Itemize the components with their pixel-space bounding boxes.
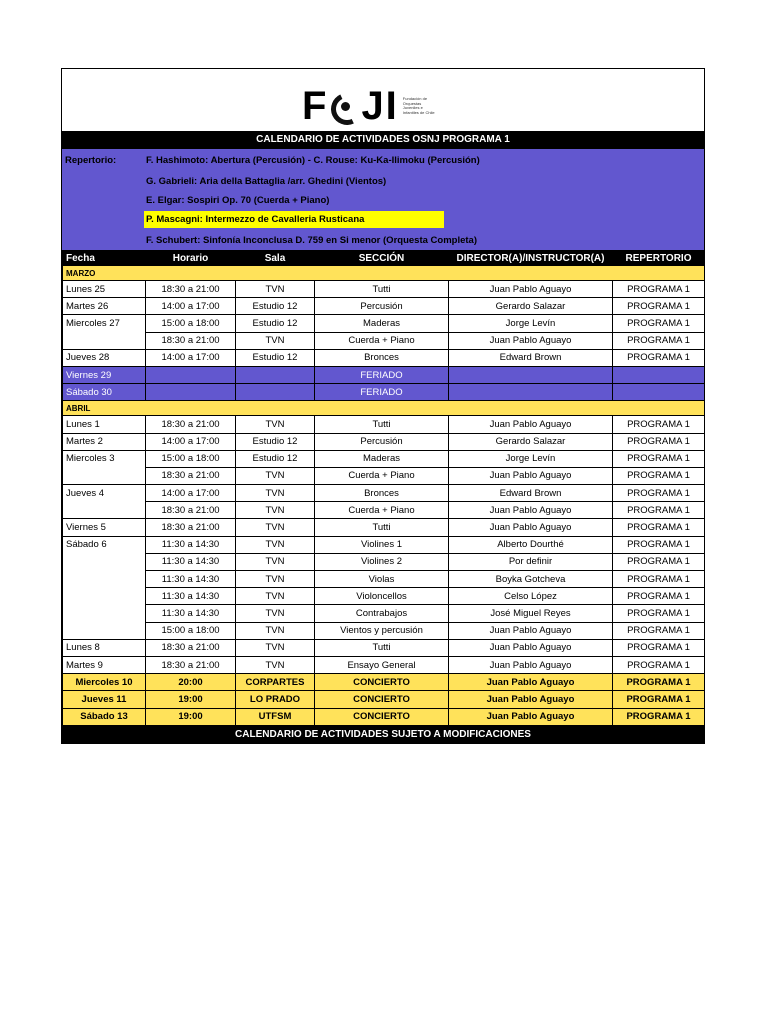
cell-fecha: Miercoles 3	[63, 450, 146, 467]
cell-director: Juan Pablo Aguayo	[449, 332, 613, 349]
cell-director: Alberto Dourthé	[449, 536, 613, 553]
cell-sala: TVN	[236, 332, 315, 349]
cell-sala: Estudio 12	[236, 450, 315, 467]
cell-director: Juan Pablo Aguayo	[449, 416, 613, 433]
cell-sala: TVN	[236, 502, 315, 519]
cell-seccion: Tutti	[315, 281, 449, 298]
cell-horario	[146, 366, 236, 383]
cell-director: Juan Pablo Aguayo	[449, 674, 613, 691]
cell-director: Edward Brown	[449, 349, 613, 366]
cell-seccion: FERIADO	[315, 366, 449, 383]
cell-director: Juan Pablo Aguayo	[449, 519, 613, 536]
cell-seccion: Percusión	[315, 298, 449, 315]
cell-sala: Estudio 12	[236, 433, 315, 450]
cell-repertorio: PROGRAMA 1	[613, 519, 705, 536]
cell-horario: 18:30 a 21:00	[146, 467, 236, 484]
cell-repertorio: PROGRAMA 1	[613, 571, 705, 588]
cell-fecha	[63, 571, 146, 588]
calendar-sheet	[61, 68, 705, 744]
cell-sala	[236, 384, 315, 401]
cell-horario: 15:00 a 18:00	[146, 450, 236, 467]
repertorio-label: Repertorio:	[65, 155, 117, 166]
cell-sala: TVN	[236, 605, 315, 622]
cell-horario: 18:30 a 21:00	[146, 416, 236, 433]
month-label: MARZO	[63, 266, 705, 281]
cell-repertorio: PROGRAMA 1	[613, 708, 705, 725]
cell-repertorio: PROGRAMA 1	[613, 553, 705, 570]
cell-horario: 18:30 a 21:00	[146, 656, 236, 673]
schedule-table	[62, 250, 705, 726]
cell-horario: 11:30 a 14:30	[146, 553, 236, 570]
table-row	[63, 571, 705, 588]
cell-fecha	[63, 553, 146, 570]
table-row	[63, 622, 705, 639]
table-row	[63, 485, 705, 502]
table-header	[63, 251, 705, 266]
cell-horario: 11:30 a 14:30	[146, 605, 236, 622]
month-row	[63, 266, 705, 281]
cell-director: Por definir	[449, 553, 613, 570]
cell-seccion: Percusión	[315, 433, 449, 450]
cell-horario: 18:30 a 21:00	[146, 332, 236, 349]
foji-logo	[302, 85, 437, 127]
cell-sala: TVN	[236, 571, 315, 588]
cell-horario: 14:00 a 17:00	[146, 349, 236, 366]
cell-repertorio: PROGRAMA 1	[613, 416, 705, 433]
cell-horario: 11:30 a 14:30	[146, 588, 236, 605]
table-row	[63, 332, 705, 349]
table-row	[63, 502, 705, 519]
cell-sala: TVN	[236, 536, 315, 553]
cell-director: Juan Pablo Aguayo	[449, 708, 613, 725]
cell-director: Juan Pablo Aguayo	[449, 622, 613, 639]
cell-repertorio	[613, 384, 705, 401]
cell-sala: LO PRADO	[236, 691, 315, 708]
cell-sala: TVN	[236, 416, 315, 433]
cell-horario: 14:00 a 17:00	[146, 433, 236, 450]
cell-director: Boyka Gotcheva	[449, 571, 613, 588]
cell-horario: 11:30 a 14:30	[146, 571, 236, 588]
logo-letters-ji: JI	[361, 84, 399, 128]
cell-fecha	[63, 467, 146, 484]
cell-fecha: Viernes 5	[63, 519, 146, 536]
cell-director: Juan Pablo Aguayo	[449, 656, 613, 673]
cell-sala: Estudio 12	[236, 298, 315, 315]
concierto-row	[63, 674, 705, 691]
cell-seccion: Violas	[315, 571, 449, 588]
cell-seccion: Cuerda + Piano	[315, 467, 449, 484]
table-row	[63, 450, 705, 467]
table-row	[63, 298, 705, 315]
cell-director: Celso López	[449, 588, 613, 605]
logo-area	[62, 69, 704, 131]
col-header-fecha: Fecha	[63, 251, 146, 266]
table-row	[63, 639, 705, 656]
cell-horario: 19:00	[146, 708, 236, 725]
month-label: ABRIL	[63, 401, 705, 416]
cell-fecha: Sábado 30	[63, 384, 146, 401]
cell-fecha: Miercoles 27	[63, 315, 146, 332]
table-row	[63, 281, 705, 298]
concierto-row	[63, 691, 705, 708]
cell-fecha	[63, 622, 146, 639]
cell-repertorio: PROGRAMA 1	[613, 656, 705, 673]
col-header-repertorio: REPERTORIO	[613, 251, 705, 266]
cell-repertorio: PROGRAMA 1	[613, 450, 705, 467]
feriado-row	[63, 366, 705, 383]
cell-sala: UTFSM	[236, 708, 315, 725]
cell-sala: TVN	[236, 588, 315, 605]
cell-sala: TVN	[236, 519, 315, 536]
cell-repertorio: PROGRAMA 1	[613, 639, 705, 656]
cell-repertorio: PROGRAMA 1	[613, 536, 705, 553]
cell-fecha: Jueves 11	[63, 691, 146, 708]
cell-director: Edward Brown	[449, 485, 613, 502]
cell-fecha: Sábado 13	[63, 708, 146, 725]
cell-fecha	[63, 332, 146, 349]
cell-seccion: CONCIERTO	[315, 708, 449, 725]
cell-horario: 19:00	[146, 691, 236, 708]
cell-seccion: Bronces	[315, 349, 449, 366]
cell-repertorio: PROGRAMA 1	[613, 332, 705, 349]
cell-seccion: CONCIERTO	[315, 674, 449, 691]
footer-note: CALENDARIO DE ACTIVIDADES SUJETO A MODIFICACIONES	[62, 726, 704, 743]
cell-fecha: Lunes 8	[63, 639, 146, 656]
table-row	[63, 588, 705, 605]
cell-sala: CORPARTES	[236, 674, 315, 691]
cell-fecha	[63, 588, 146, 605]
logo-letter-f: F	[302, 84, 329, 128]
cell-horario	[146, 384, 236, 401]
cell-repertorio: PROGRAMA 1	[613, 433, 705, 450]
repertorio-line: E. Elgar: Sospiri Op. 70 (Cuerda + Piano)	[146, 195, 330, 206]
cell-seccion: Cuerda + Piano	[315, 332, 449, 349]
cell-seccion: Bronces	[315, 485, 449, 502]
cell-seccion: Vientos y percusión	[315, 622, 449, 639]
cell-fecha: Lunes 25	[63, 281, 146, 298]
repertorio-line: F. Hashimoto: Abertura (Percusión) - C. Rouse: Ku-Ka-Ilimoku (Percusión)	[146, 155, 480, 166]
cell-director: Jorge Levín	[449, 315, 613, 332]
cell-repertorio: PROGRAMA 1	[613, 315, 705, 332]
concierto-row	[63, 708, 705, 725]
cell-seccion: Tutti	[315, 519, 449, 536]
cell-horario: 20:00	[146, 674, 236, 691]
cell-repertorio: PROGRAMA 1	[613, 502, 705, 519]
table-row	[63, 656, 705, 673]
cell-seccion: Maderas	[315, 315, 449, 332]
cell-fecha: Viernes 29	[63, 366, 146, 383]
cell-sala: TVN	[236, 485, 315, 502]
cell-director: Gerardo Salazar	[449, 433, 613, 450]
cell-sala: TVN	[236, 656, 315, 673]
table-row	[63, 536, 705, 553]
cell-fecha: Martes 2	[63, 433, 146, 450]
cell-fecha: Jueves 28	[63, 349, 146, 366]
cell-seccion: Tutti	[315, 639, 449, 656]
cell-sala: TVN	[236, 622, 315, 639]
cell-horario: 15:00 a 18:00	[146, 315, 236, 332]
cell-sala: Estudio 12	[236, 349, 315, 366]
table-row	[63, 349, 705, 366]
cell-director	[449, 384, 613, 401]
cell-seccion: Violines 2	[315, 553, 449, 570]
cell-seccion: Maderas	[315, 450, 449, 467]
col-header-seccion: SECCIÓN	[315, 251, 449, 266]
cell-horario: 14:00 a 17:00	[146, 298, 236, 315]
table-row	[63, 416, 705, 433]
cell-director: Juan Pablo Aguayo	[449, 691, 613, 708]
cell-horario: 18:30 a 21:00	[146, 502, 236, 519]
cell-fecha: Miercoles 10	[63, 674, 146, 691]
cell-fecha	[63, 605, 146, 622]
cell-fecha: Lunes 1	[63, 416, 146, 433]
cell-fecha: Sábado 6	[63, 536, 146, 553]
cell-seccion: Violoncellos	[315, 588, 449, 605]
cell-repertorio: PROGRAMA 1	[613, 349, 705, 366]
cell-director: Gerardo Salazar	[449, 298, 613, 315]
cell-sala: TVN	[236, 281, 315, 298]
cell-seccion: FERIADO	[315, 384, 449, 401]
cell-repertorio: PROGRAMA 1	[613, 298, 705, 315]
cell-fecha: Jueves 4	[63, 485, 146, 502]
table-row	[63, 519, 705, 536]
cell-director: José Miguel Reyes	[449, 605, 613, 622]
cell-fecha	[63, 502, 146, 519]
cell-director: Juan Pablo Aguayo	[449, 281, 613, 298]
repertorio-line: G. Gabrieli: Aria della Battaglia /arr. Ghedini (Vientos)	[146, 176, 387, 187]
col-header-sala: Sala	[236, 251, 315, 266]
col-header-director: DIRECTOR(A)/INSTRUCTOR(A)	[449, 251, 613, 266]
repertorio-block	[62, 149, 704, 250]
cell-horario: 18:30 a 21:00	[146, 281, 236, 298]
cell-seccion: Ensayo General	[315, 656, 449, 673]
cell-seccion: Violines 1	[315, 536, 449, 553]
cell-repertorio	[613, 366, 705, 383]
repertorio-line-highlighted: P. Mascagni: Intermezzo de Cavalleria Rusticana	[144, 211, 444, 228]
cell-repertorio: PROGRAMA 1	[613, 588, 705, 605]
table-row	[63, 467, 705, 484]
cell-repertorio: PROGRAMA 1	[613, 281, 705, 298]
cell-sala: Estudio 12	[236, 315, 315, 332]
cell-repertorio: PROGRAMA 1	[613, 674, 705, 691]
logo-subtitle: Fundación de Orquestas Juveniles e Infantiles de Chile	[402, 96, 435, 115]
table-row	[63, 315, 705, 332]
month-row	[63, 401, 705, 416]
cell-seccion: CONCIERTO	[315, 691, 449, 708]
cell-repertorio: PROGRAMA 1	[613, 605, 705, 622]
cell-seccion: Tutti	[315, 416, 449, 433]
cell-seccion: Contrabajos	[315, 605, 449, 622]
cell-director	[449, 366, 613, 383]
cell-fecha: Martes 26	[63, 298, 146, 315]
cell-sala	[236, 366, 315, 383]
cell-repertorio: PROGRAMA 1	[613, 622, 705, 639]
table-row	[63, 433, 705, 450]
feriado-row	[63, 384, 705, 401]
cell-sala: TVN	[236, 553, 315, 570]
repertorio-line: F. Schubert: Sinfonía Inconclusa D. 759 en Si menor (Orquesta Completa)	[146, 235, 477, 246]
table-row	[63, 605, 705, 622]
cell-repertorio: PROGRAMA 1	[613, 485, 705, 502]
cell-repertorio: PROGRAMA 1	[613, 467, 705, 484]
col-header-horario: Horario	[146, 251, 236, 266]
cell-seccion: Cuerda + Piano	[315, 502, 449, 519]
cell-horario: 18:30 a 21:00	[146, 639, 236, 656]
cell-horario: 18:30 a 21:00	[146, 519, 236, 536]
cell-fecha: Martes 9	[63, 656, 146, 673]
cell-horario: 15:00 a 18:00	[146, 622, 236, 639]
calendar-title: CALENDARIO DE ACTIVIDADES OSNJ PROGRAMA 1	[62, 131, 704, 149]
cell-sala: TVN	[236, 639, 315, 656]
cell-repertorio: PROGRAMA 1	[613, 691, 705, 708]
cell-director: Juan Pablo Aguayo	[449, 639, 613, 656]
cell-sala: TVN	[236, 467, 315, 484]
cell-director: Juan Pablo Aguayo	[449, 502, 613, 519]
cell-director: Jorge Levín	[449, 450, 613, 467]
logo-o-icon	[331, 91, 358, 121]
table-row	[63, 553, 705, 570]
cell-horario: 11:30 a 14:30	[146, 536, 236, 553]
cell-horario: 14:00 a 17:00	[146, 485, 236, 502]
cell-director: Juan Pablo Aguayo	[449, 467, 613, 484]
